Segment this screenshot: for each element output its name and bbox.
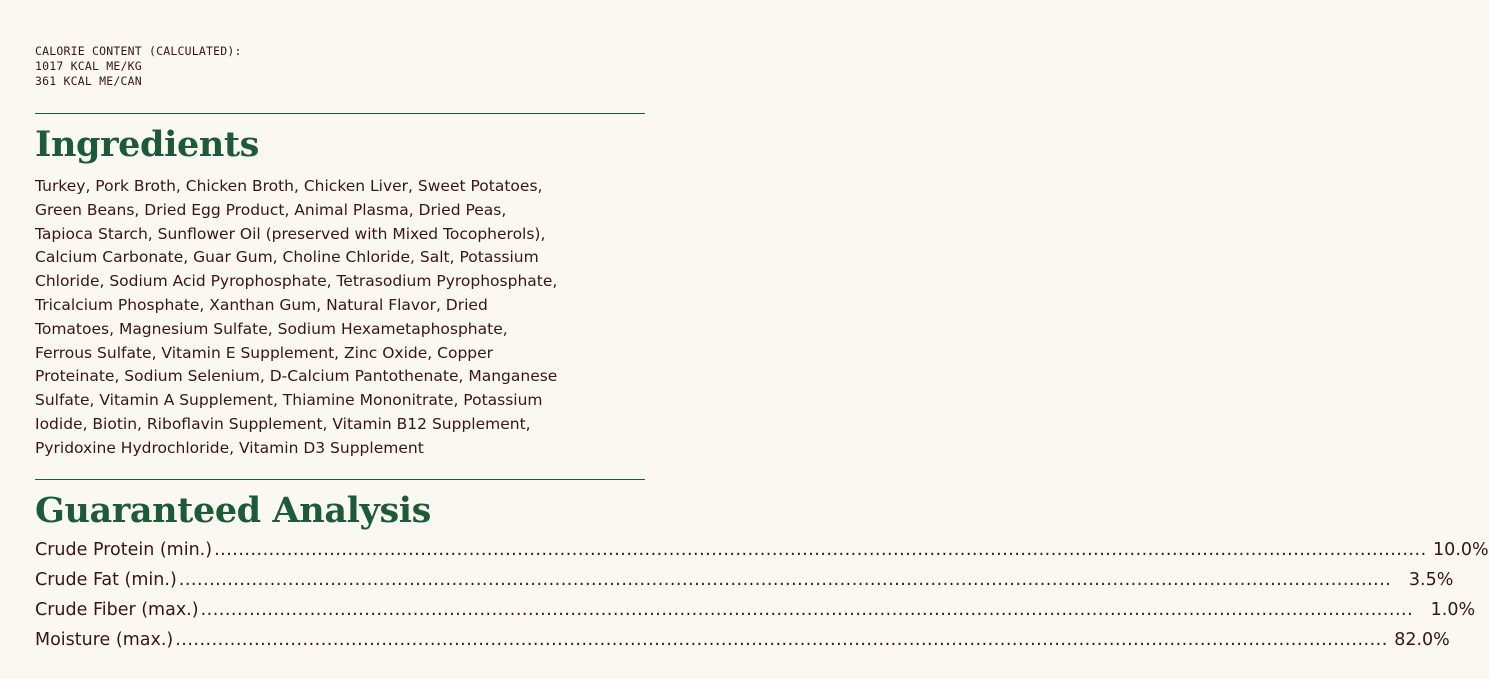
divider-top bbox=[35, 113, 645, 114]
analysis-label: Crude Fiber (max.) bbox=[35, 600, 199, 620]
analysis-table bbox=[35, 540, 1489, 660]
analysis-row bbox=[35, 540, 1489, 570]
ingredients-list bbox=[35, 175, 650, 461]
ingredients-line: Calcium Carbonate, Guar Gum, Choline Chloride, Salt, Potassium bbox=[35, 248, 539, 267]
ingredients-line: Proteinate, Sodium Selenium, D-Calcium Pantothenate, Manganese bbox=[35, 367, 558, 386]
leader-dots: ........................................................................................................................................................................................................ bbox=[178, 570, 1392, 590]
analysis-row bbox=[35, 570, 1454, 600]
leader-dots: ........................................................................................................................................................................................................ bbox=[214, 540, 1427, 560]
leader-dots: ........................................................................................................................................................................................................ bbox=[200, 600, 1414, 620]
analysis-value: 1.0% bbox=[1430, 600, 1476, 620]
ingredients-line: Iodide, Biotin, Riboflavin Supplement, Vitamin B12 Supplement, bbox=[35, 414, 531, 433]
calorie-per-kg: 1017 KCAL ME/KG bbox=[35, 59, 142, 73]
ingredients-line: Turkey, Pork Broth, Chicken Broth, Chicken Liver, Sweet Potatoes, bbox=[35, 177, 543, 195]
ingredients-line: Chloride, Sodium Acid Pyrophosphate, Tetrasodium Pyrophosphate, bbox=[35, 272, 558, 291]
analysis-value: 10.0% bbox=[1433, 540, 1489, 560]
ingredients-heading: Ingredients bbox=[35, 124, 259, 165]
ingredients-line: Pyridoxine Hydrochloride, Vitamin D3 Supplement bbox=[35, 438, 424, 457]
calorie-per-can: 361 KCAL ME/CAN bbox=[35, 74, 142, 88]
analysis-value: 3.5% bbox=[1408, 570, 1454, 590]
divider-middle bbox=[35, 479, 645, 480]
analysis-label: Crude Protein (min.) bbox=[35, 540, 213, 560]
ingredients-line: Ferrous Sulfate, Vitamin E Supplement, Zinc Oxide, Copper bbox=[35, 343, 494, 362]
ingredients-line: Green Beans, Dried Egg Product, Animal Plasma, Dried Peas, bbox=[35, 200, 507, 219]
analysis-heading: Guaranteed Analysis bbox=[35, 490, 431, 531]
calorie-content bbox=[35, 44, 242, 89]
leader-dots: ........................................................................................................................................................................................................ bbox=[175, 630, 1388, 650]
ingredients-line: Tomatoes, Magnesium Sulfate, Sodium Hexametaphosphate, bbox=[35, 319, 508, 338]
ingredients-line: Tricalcium Phosphate, Xanthan Gum, Natural Flavor, Dried bbox=[35, 295, 488, 314]
analysis-row bbox=[35, 630, 1450, 660]
ingredients-line: Tapioca Starch, Sunflower Oil (preserved with Mixed Tocopherols), bbox=[35, 224, 546, 243]
ingredients-line: Sulfate, Vitamin A Supplement, Thiamine Mononitrate, Potassium bbox=[35, 391, 543, 410]
analysis-label: Moisture (max.) bbox=[35, 630, 174, 650]
calorie-title: CALORIE CONTENT (CALCULATED): bbox=[35, 44, 242, 58]
analysis-label: Crude Fat (min.) bbox=[35, 570, 177, 590]
analysis-value: 82.0% bbox=[1394, 630, 1450, 650]
analysis-row bbox=[35, 600, 1476, 630]
